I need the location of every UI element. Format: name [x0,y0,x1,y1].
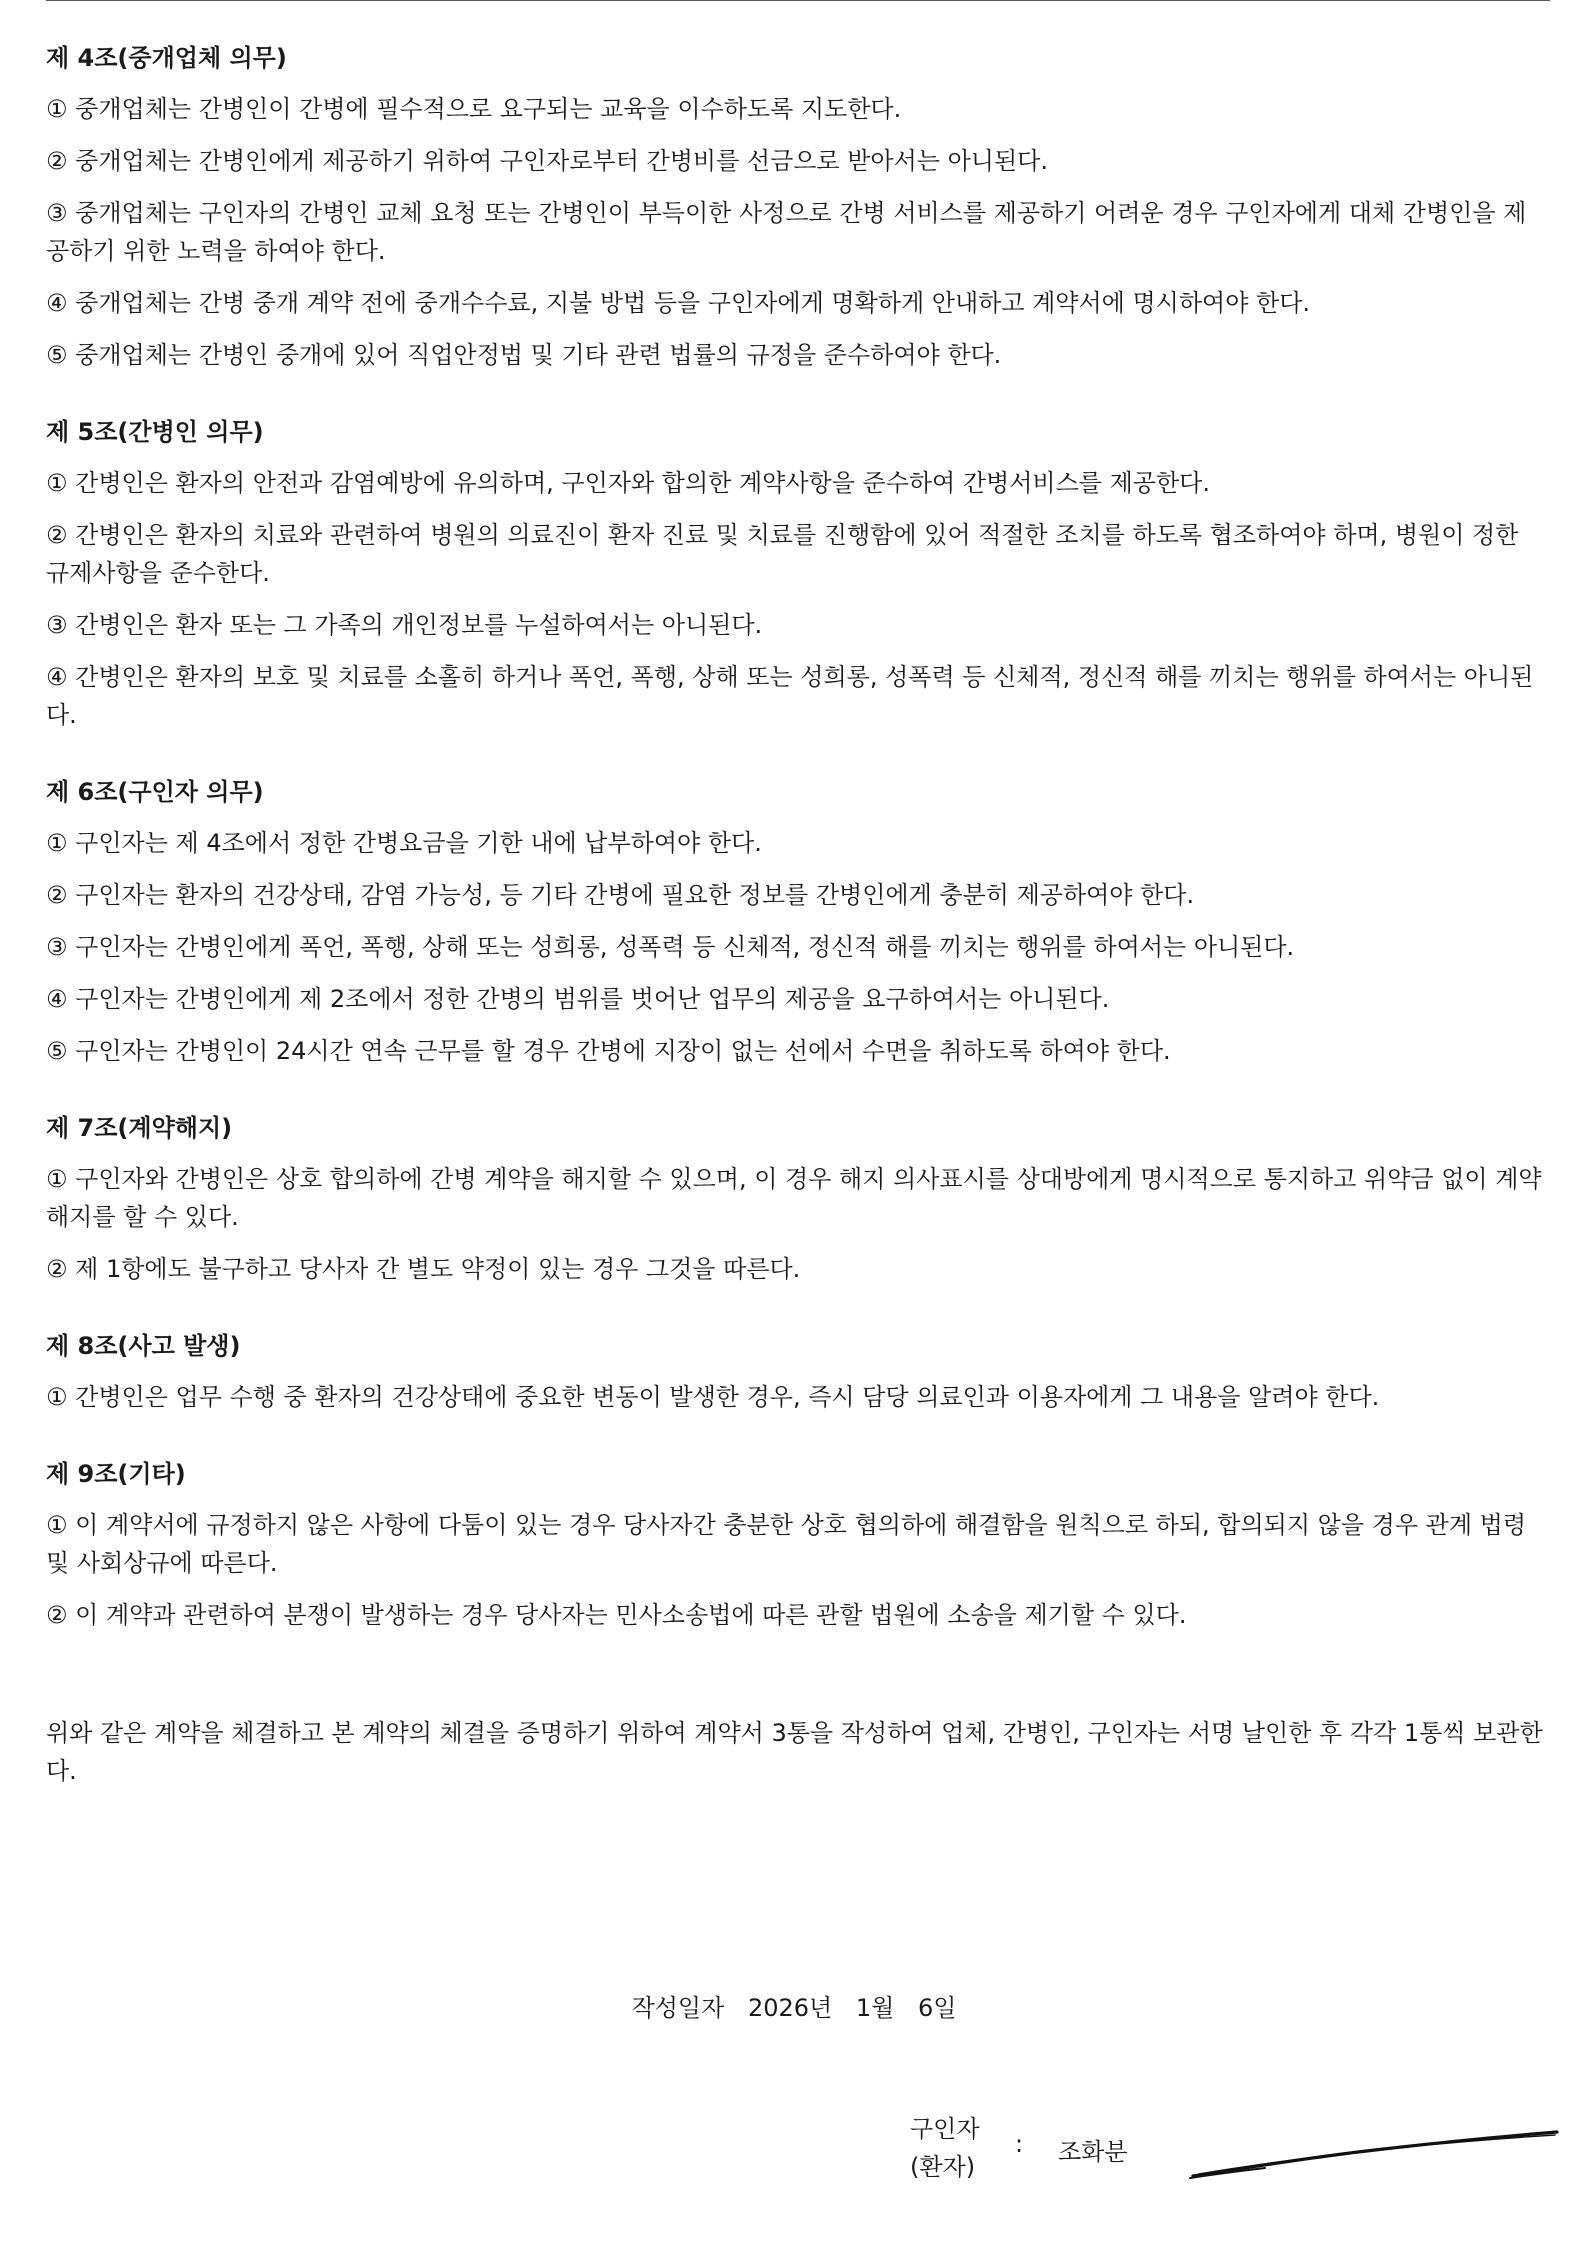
date-day: 6일 [917,1994,957,2022]
signing-date [0,1990,1588,2026]
article-5 [46,416,1546,734]
clause: ⑤ 구인자는 간병인이 24시간 연속 근무를 할 경우 간병에 지장이 없는 선에서 수면을 취하도록 하여야 한다. [46,1037,1171,1065]
clause: ④ 구인자는 간병인에게 제 2조에서 정한 간병의 범위를 벗어난 업무의 제공을 요구하여서는 아니된다. [46,985,1110,1013]
clause: ① 중개업체는 간병인이 간병에 필수적으로 요구되는 교육을 이수하도록 지도한다. [46,95,902,123]
handwritten-signature [1185,2110,1565,2190]
article-title: 제 5조(간병인 의무) [46,418,264,446]
clause: ② 중개업체는 간병인에게 제공하기 위하여 구인자로부터 간병비를 선금으로 받아서는 아니된다. [46,147,1048,175]
article-title: 제 9조(기타) [46,1460,186,1488]
top-divider [46,0,1550,1]
clause: ① 구인자와 간병인은 상호 합의하에 간병 계약을 해지할 수 있으며, 이 경우 해지 의사표시를 상대방에게 명시적으로 통지하고 위약금 없이 계약해지를 할 수 있다. [46,1165,1542,1231]
clause: ④ 간병인은 환자의 보호 및 치료를 소홀히 하거나 폭언, 폭행, 상해 또는 성희롱, 성폭력 등 신체적, 정신적 해를 끼치는 행위를 하여서는 아니된다. [46,663,1534,729]
clause: ② 구인자는 환자의 건강상태, 감염 가능성, 등 기타 간병에 필요한 정보를 간병인에게 충분히 제공하여야 한다. [46,881,1195,909]
article-title: 제 8조(사고 발생) [46,1332,241,1360]
clause: ③ 중개업체는 구인자의 간병인 교체 요청 또는 간병인이 부득이한 사정으로 간병 서비스를 제공하기 어려운 경우 구인자에게 대체 간병인을 제공하기 위한 노력을 하여야 한다. [46,199,1527,265]
signature-block [910,2110,1550,2230]
clause: ① 간병인은 환자의 안전과 감염예방에 유의하며, 구인자와 합의한 계약사항을 준수하여 간병서비스를 제공한다. [46,469,1210,497]
clause: ② 간병인은 환자의 치료와 관련하여 병원의 의료진이 환자 진료 및 치료를 진행함에 있어 적절한 조치를 하도록 협조하여야 하며, 병원이 정한 규제사항을 준수한다. [46,521,1519,587]
article-title: 제 6조(구인자 의무) [46,778,264,806]
article-title: 제 7조(계약해지) [46,1114,233,1142]
clause: ③ 구인자는 간병인에게 폭언, 폭행, 상해 또는 성희롱, 성폭력 등 신체적, 정신적 해를 끼치는 행위를 하여서는 아니된다. [46,933,1295,961]
date-year: 2026년 [747,1994,833,2022]
clause: ④ 중개업체는 간병 중개 계약 전에 중개수수료, 지불 방법 등을 구인자에게 명확하게 안내하고 계약서에 명시하여야 한다. [46,289,1311,317]
clause: ① 간병인은 업무 수행 중 환자의 건강상태에 중요한 변동이 발생한 경우, 즉시 담당 의료인과 이용자에게 그 내용을 알려야 한다. [46,1383,1380,1411]
article-7 [46,1112,1546,1288]
article-4 [46,42,1546,374]
clause: ① 구인자는 제 4조에서 정한 간병요금을 기한 내에 납부하여야 한다. [46,829,762,857]
signer-role-line2: (환자) [910,2153,976,2181]
contract-body [46,42,1546,1790]
article-title: 제 4조(중개업체 의무) [46,44,287,72]
signer-role [910,2110,980,2186]
clause: ③ 간병인은 환자 또는 그 가족의 개인정보를 누설하여서는 아니된다. [46,611,763,639]
signer-name: 조화분 [1058,2138,1128,2166]
article-9 [46,1458,1546,1634]
clause: ① 이 계약서에 규정하지 않은 사항에 다툼이 있는 경우 당사자간 충분한 상호 협의하에 해결함을 원칙으로 하되, 합의되지 않을 경우 관계 법령 및 사회상규에 따른다. [46,1511,1527,1577]
clause: ⑤ 중개업체는 간병인 중개에 있어 직업안정법 및 기타 관련 법률의 규정을 준수하여야 한다. [46,341,1002,369]
clause: ② 제 1항에도 불구하고 당사자 간 별도 약정이 있는 경우 그것을 따른다. [46,1255,801,1283]
article-8 [46,1330,1546,1416]
date-month: 1월 [855,1994,895,2022]
clause: ② 이 계약과 관련하여 분쟁이 발생하는 경우 당사자는 민사소송법에 따른 관할 법원에 소송을 제기할 수 있다. [46,1601,1187,1629]
signer-colon: : [1015,2130,1024,2158]
article-6 [46,776,1546,1070]
closing-statement: 위와 같은 계약을 체결하고 본 계약의 체결을 증명하기 위하여 계약서 3통을 작성하여 업체, 간병인, 구인자는 서명 날인한 후 각각 1통씩 보관한다. [46,1719,1543,1785]
date-label: 작성일자 [631,1994,725,2022]
signer-role-line1: 구인자 [910,2115,980,2143]
